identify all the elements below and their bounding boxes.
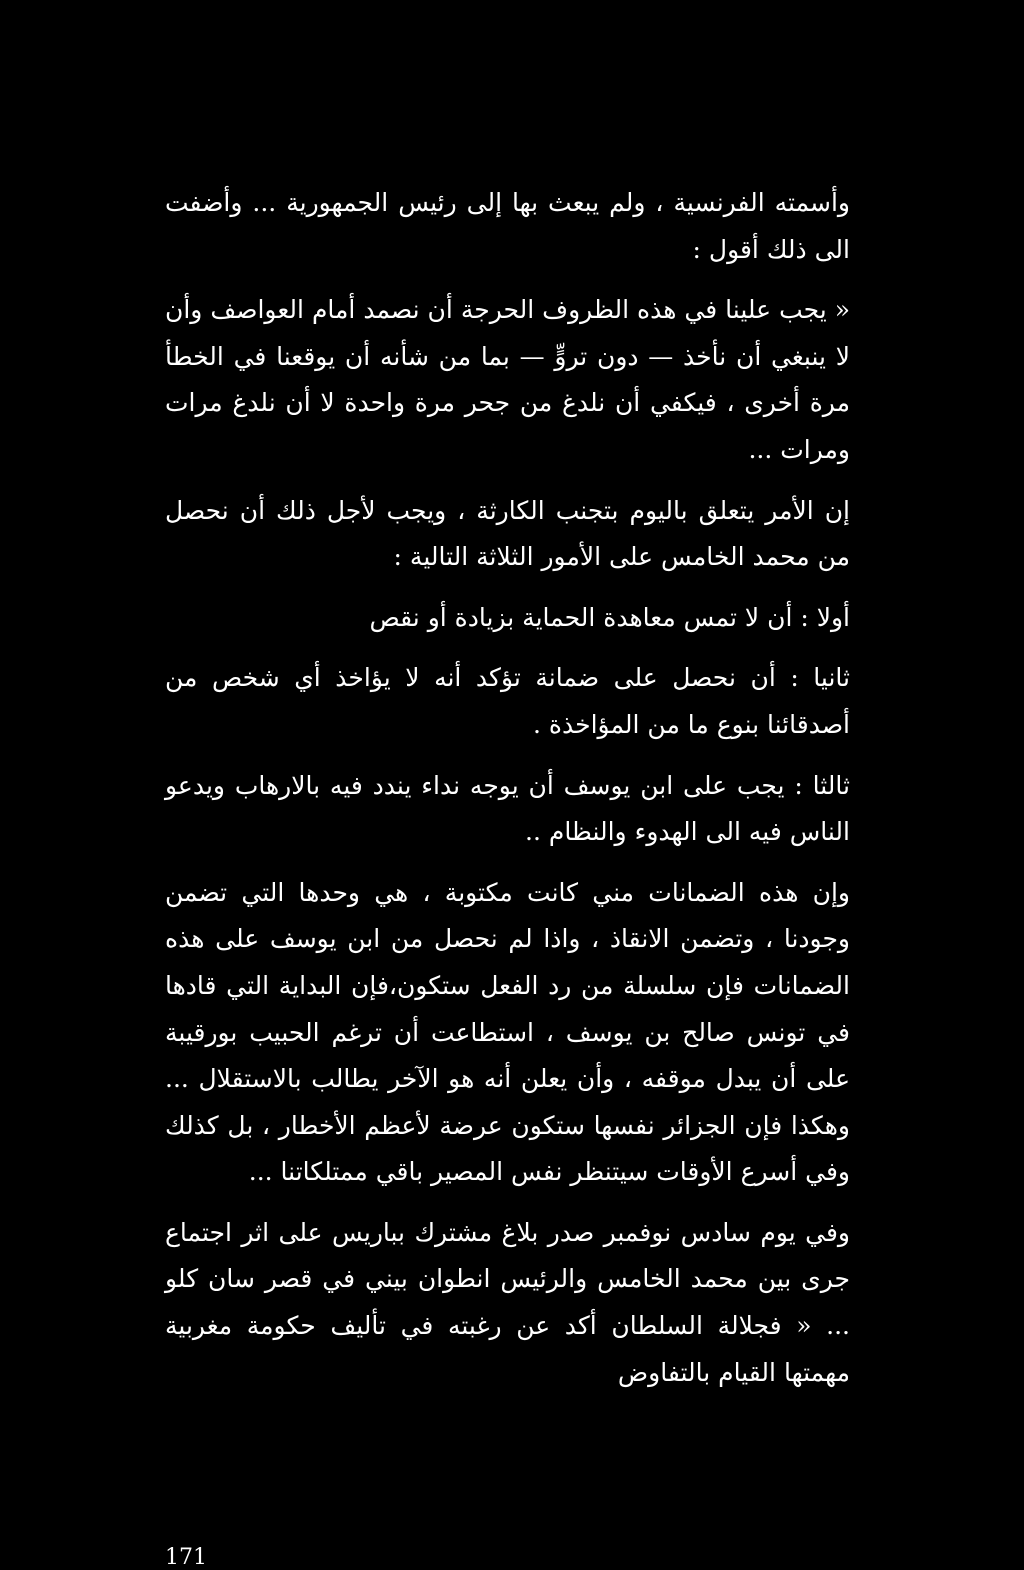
- paragraph-1: وأسمته الفرنسية ، ولم يبعث بها إلى رئيس الجمهورية ... وأضفت الى ذلك أقول :: [165, 188, 850, 264]
- page-number: 171: [165, 1545, 207, 1570]
- paragraph-2-quote: « يجب علينا في هذه الظروف الحرجة أن نصمد أمام العواصف وأن لا ينبغي أن نأخذ — دون تروٍّ — بما من شأنه أن يوقعنا في الخطأ مرة أخرى ، فيكفي أن نلدغ من جحر مرة واحدة لا أن نلدغ مرات ومرات ...: [165, 295, 850, 464]
- page-body-text: [165, 180, 850, 1410]
- paragraph-5-second-point: ثانيا : أن نحصل على ضمانة تؤكد أنه لا يؤاخذ أي شخص من أصدقائنا بنوع ما من المؤاخذة .: [165, 663, 850, 739]
- paragraph-4-first-point: أولا : أن لا تمس معاهدة الحماية بزيادة أو نقص: [369, 602, 850, 632]
- paragraph-6-third-point: ثالثا : يجب على ابن يوسف أن يوجه نداء يندد فيه بالارهاب ويدعو الناس فيه الى الهدوء والنظام ..: [165, 770, 850, 847]
- paragraph-3: إن الأمر يتعلق باليوم بتجنب الكارثة ، ويجب لأجل ذلك أن نحصل من محمد الخامس على الأمور الثلاثة التالية :: [165, 495, 850, 572]
- paragraph-8: وفي يوم سادس نوفمبر صدر بلاغ مشترك بباريس على اثر اجتماع جرى بين محمد الخامس والرئيس انطوان بيني في قصر سان كلو ... « فجلالة السلطان أكد عن رغبته في تأليف حكومة مغربية مهمتها القيام بالتفاوض: [165, 1217, 850, 1387]
- paragraph-7: وإن هذه الضمانات مني كانت مكتوبة ، هي وحدها التي تضمن وجودنا ، وتضمن الانقاذ ، واذا لم نحصل من ابن يوسف على هذه الضمانات فإن سلسلة من رد الفعل ستكون،فإن البداية التي قادها في تونس صالح بن يوسف ، استطاعت أن ترغم الحبيب بورقيبة على أن يبدل موقفه ، وأن يعلن أنه هو الآخر يطالب بالاستقلال ... وهكذا فإن الجزائر نفسها ستكون عرضة لأعظم الأخطار ، بل كذلك وفي أسرع الأوقات سيتنظر نفس المصير باقي ممتلكاتنا ...: [165, 877, 850, 1187]
